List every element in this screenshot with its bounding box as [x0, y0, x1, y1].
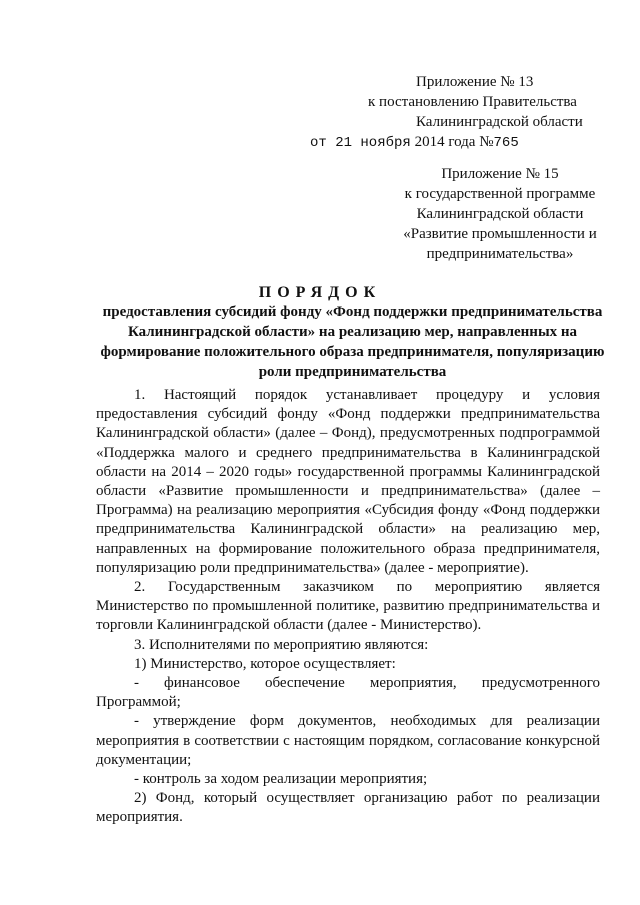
annex-15-region: Калининградской области	[416, 206, 584, 222]
annex-15-program: к государственной программе	[404, 186, 596, 202]
paragraph-2: 2. Государственным заказчиком по мероприятию является Министерство по промышленной политике, развитию предпринимательства и торговли Калининградской области (далее - Министерство).	[96, 579, 600, 634]
annex-13-header	[310, 72, 600, 153]
annex-13-date-day: от 21 ноября	[310, 135, 411, 151]
annex-13-date	[310, 132, 600, 153]
annex-15-program-name-1: «Развитие промышленности и	[403, 226, 597, 242]
annex-15-number: Приложение № 15	[441, 166, 559, 182]
paragraph-7: - контроль за ходом реализации мероприятия;	[134, 771, 428, 788]
annex-13-number: Приложение № 13	[416, 74, 534, 90]
annex-13-decree: к постановлению Правительства	[368, 94, 577, 110]
annex-13-date-year: 2014 года №	[414, 134, 494, 150]
paragraph-8: 2) Фонд, который осуществляет организацию работ по реализации мероприятия.	[96, 790, 600, 826]
annex-15-header	[395, 164, 605, 264]
document-subtitle: предоставления субсидий фонду «Фонд поддержки предпринимательства Калининградской области» на реализацию мер, направленных на формирование положительного образа предпринимателя, популяризацию роли предпринимательства	[100, 304, 605, 380]
document-body	[96, 386, 600, 828]
paragraph-4: 1) Министерство, которое осуществляет:	[134, 655, 396, 672]
paragraph-1: 1. Настоящий порядок устанавливает процедуру и условия предоставления субсидий фонду «Фонд поддержки предпринимательства Калининградской области» (далее – Фонд), предусмотренных подпрограммой «Поддержка малого и среднего предпринимательства в Калининградской области на 2014 – 2020 годы» государственной программы Калининградской области «Развитие промышленности и предпринимательства» (далее – Программа) на реализацию мероприятия «Субсидия фонду «Фонд поддержки предпринимательства Калининградской области» на реализацию мер, направленных на формирование положительного образа предпринимателя, популяризацию роли предпринимательства» (далее - мероприятие).	[96, 387, 600, 576]
annex-13-region: Калининградской области	[416, 114, 583, 130]
paragraph-5: - финансовое обеспечение мероприятия, предусмотренного Программой;	[96, 675, 600, 711]
paragraph-6: - утверждение форм документов, необходимых для реализации мероприятия в соответствии с настоящим порядком, согласование конкурсной документации;	[96, 713, 600, 768]
paragraph-3: 3. Исполнителями по мероприятию являются:	[134, 636, 429, 653]
annex-13-decree-number: 765	[493, 135, 519, 151]
annex-15-program-name-2: предпринимательства»	[426, 246, 574, 262]
document-title: ПОРЯДОК	[258, 284, 382, 301]
